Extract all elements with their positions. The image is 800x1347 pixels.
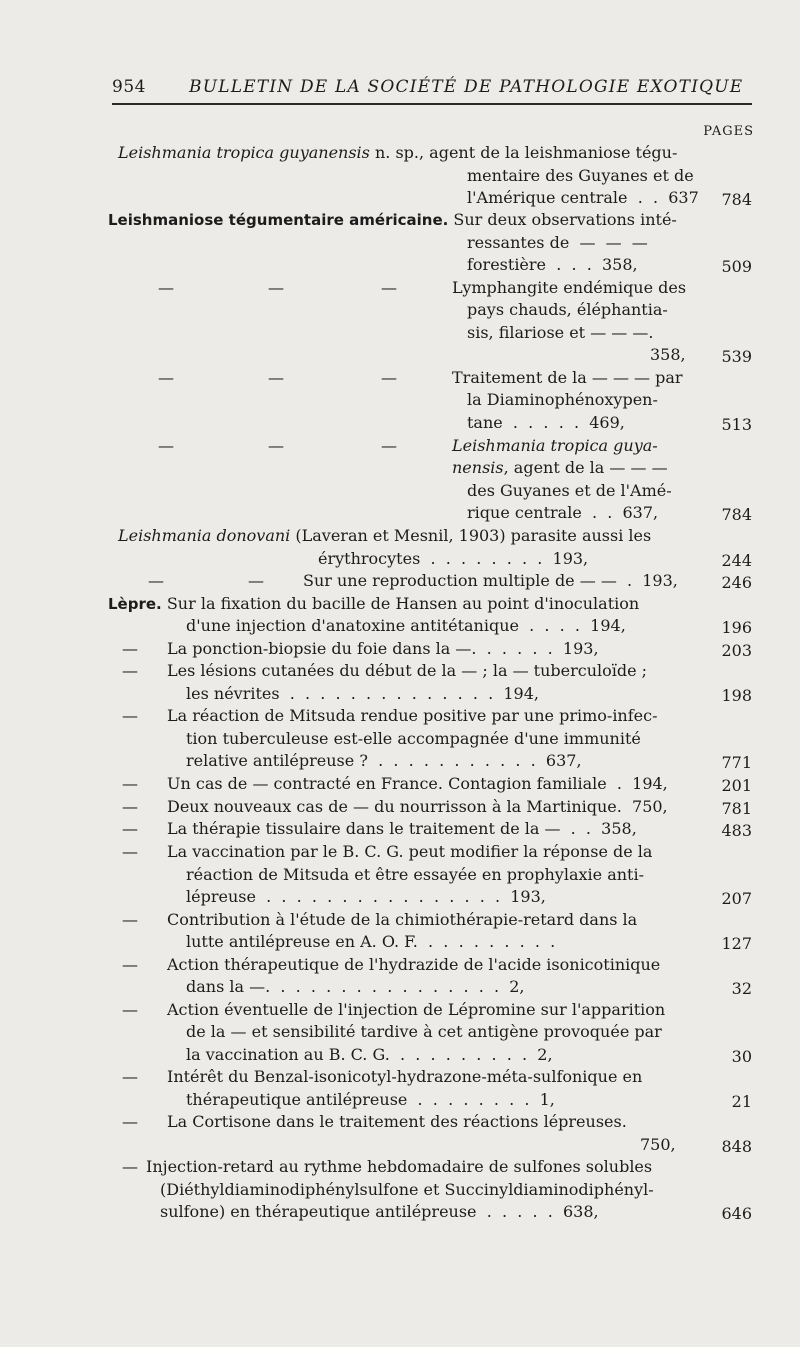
entry-text: Action thérapeutique de l'hydrazide de l'acide isonicotinique bbox=[167, 955, 661, 974]
ditto-dash: — bbox=[122, 1000, 138, 1019]
entry-text: l'Amérique centrale . . 637 bbox=[467, 188, 699, 207]
page-reference: 509 bbox=[721, 257, 752, 276]
page-reference: 207 bbox=[721, 889, 752, 908]
entry-heading: Leishmania donovani bbox=[118, 526, 291, 545]
entry-heading: nensis bbox=[452, 458, 504, 477]
index-line bbox=[118, 142, 677, 164]
entry-text: 750, bbox=[640, 1135, 676, 1154]
entry-text: n. sp., agent de la leishmaniose tégu- bbox=[369, 143, 678, 162]
ditto-dash: — bbox=[122, 639, 138, 658]
entry-text: tion tuberculeuse est-elle accompagnée d'une immunité bbox=[186, 729, 641, 748]
entry-text: réaction de Mitsuda et être essayée en prophylaxie anti- bbox=[186, 865, 644, 884]
entry-text: rique centrale . . 637, bbox=[467, 503, 659, 522]
entry-text: lépreuse . . . . . . . . . . . . . . . . 193, bbox=[186, 887, 546, 906]
page-reference: 198 bbox=[721, 686, 752, 705]
ditto-dash: — bbox=[122, 1157, 138, 1176]
entry-text: des Guyanes et de l'Amé- bbox=[467, 481, 672, 500]
page-reference: 646 bbox=[721, 1204, 752, 1223]
entry-text: de la — et sensibilité tardive à cet antigène provoquée par bbox=[186, 1022, 662, 1041]
ditto-dash: — bbox=[268, 278, 284, 297]
entry-text: 358, bbox=[650, 345, 686, 364]
entry-text: La ponction-biopsie du foie dans la —. . . . . . 193, bbox=[167, 639, 599, 658]
entry-text: La vaccination par le B. C. G. peut modifier la réponse de la bbox=[167, 842, 653, 861]
index-line bbox=[118, 525, 651, 547]
ditto-dash: — bbox=[122, 706, 138, 725]
ditto-dash: — bbox=[122, 955, 138, 974]
page-reference: 196 bbox=[721, 618, 752, 637]
entry-text: La thérapie tissulaire dans le traitement de la — . . 358, bbox=[167, 819, 637, 838]
entry-text: Traitement de la — — — par bbox=[452, 368, 683, 387]
entry-text: tane . . . . . 469, bbox=[467, 413, 625, 432]
index-line bbox=[108, 209, 677, 231]
entry-heading: Leishmania tropica guyanensis bbox=[118, 143, 370, 162]
index-line bbox=[452, 457, 668, 479]
ditto-dash: — bbox=[158, 368, 174, 387]
entry-text: Un cas de — contracté en France. Contagion familiale . 194, bbox=[167, 774, 668, 793]
ditto-dash: — bbox=[158, 436, 174, 455]
index-line bbox=[108, 593, 639, 615]
entry-text: (Laveran et Mesnil, 1903) parasite aussi les bbox=[290, 526, 652, 545]
page-reference: 784 bbox=[721, 190, 752, 209]
entry-text: Les lésions cutanées du début de la — ; la — tuberculoïde ; bbox=[167, 661, 648, 680]
ditto-dash: — bbox=[381, 436, 397, 455]
entry-text: Contribution à l'étude de la chimiothérapie-retard dans la bbox=[167, 910, 638, 929]
entry-heading: Leishmaniose tégumentaire américaine. bbox=[108, 211, 449, 229]
page-reference: 203 bbox=[721, 641, 752, 660]
entry-text: , agent de la — — — bbox=[503, 458, 668, 477]
entry-heading: Lèpre. bbox=[108, 595, 162, 613]
entry-text: Action éventuelle de l'injection de Lépromine sur l'apparition bbox=[167, 1000, 666, 1019]
entry-text: Sur deux observations inté- bbox=[448, 210, 677, 229]
page-reference: 30 bbox=[731, 1047, 752, 1066]
entry-text: relative antilépreuse ? . . . . . . . . . . . 637, bbox=[186, 751, 582, 770]
entry-text: thérapeutique antilépreuse . . . . . . . . 1, bbox=[186, 1090, 555, 1109]
page-reference: 246 bbox=[721, 573, 752, 592]
entry-text: Intérêt du Benzal-isonicotyl-hydrazone-méta-sulfonique en bbox=[167, 1067, 643, 1086]
page-reference: 539 bbox=[721, 347, 752, 366]
page-reference: 784 bbox=[721, 505, 752, 524]
ditto-dash: — bbox=[268, 368, 284, 387]
page-reference: 513 bbox=[721, 415, 752, 434]
ditto-dash: — bbox=[381, 368, 397, 387]
ditto-dash: — bbox=[122, 1112, 138, 1131]
running-title: BULLETIN DE LA SOCIÉTÉ DE PATHOLOGIE EXOTIQUE bbox=[189, 77, 744, 97]
entry-text: la vaccination au B. C. G. . . . . . . . . . 2, bbox=[186, 1045, 553, 1064]
entry-text: La réaction de Mitsuda rendue positive par une primo-infec- bbox=[167, 706, 658, 725]
entry-text: sis, filariose et — — —. bbox=[467, 323, 654, 342]
entry-text: Lymphangite endémique des bbox=[452, 278, 687, 297]
ditto-dash: — bbox=[122, 797, 138, 816]
page-reference: 201 bbox=[721, 776, 752, 795]
ditto-dash: — bbox=[122, 1067, 138, 1086]
entry-text: dans la —. . . . . . . . . . . . . . . . 2, bbox=[186, 977, 525, 996]
entry-text: sulfone) en thérapeutique antilépreuse . . . . . 638, bbox=[160, 1202, 599, 1221]
ditto-dash: — bbox=[122, 661, 138, 680]
ditto-dash: — bbox=[122, 910, 138, 929]
entry-text: Leishmania tropica guya- bbox=[452, 436, 658, 455]
page-reference: 244 bbox=[721, 551, 752, 570]
entry-text: Injection-retard au rythme hebdomadaire de sulfones solubles bbox=[146, 1157, 653, 1176]
entry-text: Deux nouveaux cas de — du nourrisson à la Martinique. 750, bbox=[167, 797, 668, 816]
entry-text: la Diaminophénoxypen- bbox=[467, 390, 658, 409]
ditto-dash: — bbox=[122, 819, 138, 838]
entry-text: forestière . . . 358, bbox=[467, 255, 638, 274]
entry-text: Sur la fixation du bacille de Hansen au point d'inoculation bbox=[161, 594, 640, 613]
page-reference: 771 bbox=[721, 753, 752, 772]
ditto-dash: — bbox=[122, 842, 138, 861]
entry-text: Sur une reproduction multiple de — — . 193, bbox=[303, 571, 678, 590]
ditto-dash: — bbox=[158, 278, 174, 297]
running-header bbox=[112, 77, 752, 101]
ditto-dash: — bbox=[148, 571, 164, 590]
pages-column-label: PAGES bbox=[703, 124, 754, 139]
page-reference: 781 bbox=[721, 799, 752, 818]
ditto-dash: — bbox=[381, 278, 397, 297]
entry-text: (Diéthyldiaminodiphénylsulfone et Succinyldiaminodiphényl- bbox=[160, 1180, 654, 1199]
entry-text: pays chauds, éléphantia- bbox=[467, 300, 668, 319]
entry-text: La Cortisone dans le traitement des réactions lépreuses. bbox=[167, 1112, 627, 1131]
page-reference: 483 bbox=[721, 821, 752, 840]
ditto-dash: — bbox=[268, 436, 284, 455]
entry-text: lutte antilépreuse en A. O. F. . . . . . . . . . bbox=[186, 932, 556, 951]
entry-text: d'une injection d'anatoxine antitétanique . . . . 194, bbox=[186, 616, 626, 635]
entry-text: ressantes de — — — bbox=[467, 233, 648, 252]
entry-text: les névrites . . . . . . . . . . . . . . 194, bbox=[186, 684, 539, 703]
header-rule bbox=[112, 103, 752, 105]
ditto-dash: — bbox=[248, 571, 264, 590]
entry-text: érythrocytes . . . . . . . . 193, bbox=[318, 549, 589, 568]
page-reference: 127 bbox=[721, 934, 752, 953]
page-reference: 21 bbox=[731, 1092, 752, 1111]
page-reference: 848 bbox=[721, 1137, 752, 1156]
page-reference: 32 bbox=[731, 979, 752, 998]
page-number: 954 bbox=[112, 77, 146, 97]
ditto-dash: — bbox=[122, 774, 138, 793]
entry-text: mentaire des Guyanes et de bbox=[467, 166, 694, 185]
